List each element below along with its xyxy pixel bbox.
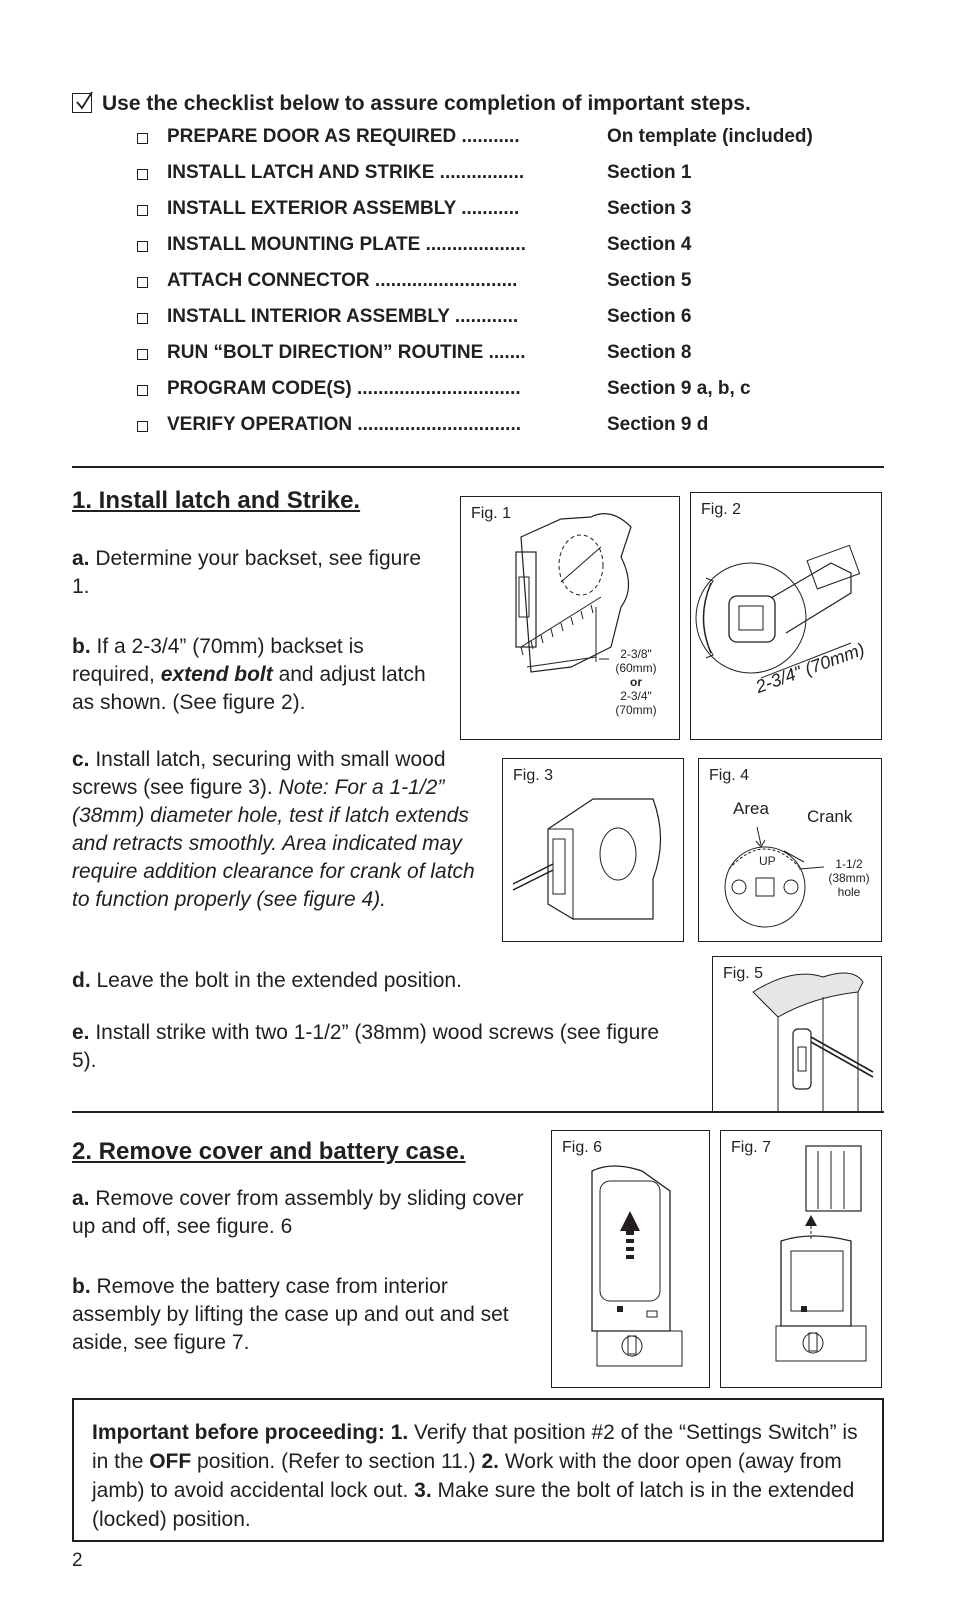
checklist-item bbox=[137, 342, 837, 372]
section1-step-a: a. Determine your backset, see figure 1. bbox=[72, 547, 422, 598]
figure-label: Fig. 2 bbox=[701, 501, 742, 518]
section1-title: 1. Install latch and Strike. bbox=[72, 487, 361, 514]
checklist-heading-text: Use the checklist below to assure completion of important steps. bbox=[102, 92, 751, 115]
checkbox-icon[interactable] bbox=[137, 169, 148, 180]
figure-label: Fig. 1 bbox=[471, 505, 512, 522]
extended-backset-dimension: 2-3/4" (70mm) bbox=[752, 639, 868, 697]
checklist-section: Section 4 bbox=[607, 234, 692, 255]
checklist-step: INSTALL LATCH AND STRIKE ................ bbox=[167, 162, 525, 183]
checklist-item bbox=[137, 378, 837, 408]
checklist-step: INSTALL INTERIOR ASSEMBLY ............ bbox=[167, 306, 519, 327]
checklist-step: INSTALL MOUNTING PLATE ................... bbox=[167, 234, 526, 255]
checkbox-icon[interactable] bbox=[137, 133, 148, 144]
checkbox-icon[interactable] bbox=[137, 421, 148, 432]
checklist-section: Section 8 bbox=[607, 342, 692, 363]
page-number: 2 bbox=[72, 1550, 83, 1571]
section1-step-c: c. Install latch, securing with small wood screws (see figure 3). Note: For a 1-1/2” (38mm) diameter hole, test if latch extends and retracts smoothly. Area indicated may require addition clearance for crank of latch to function properly (see figure 4). bbox=[72, 748, 475, 911]
latch-extend-illustration bbox=[691, 493, 881, 739]
checklist-section: Section 9 d bbox=[607, 414, 709, 435]
figure-label: Fig. 6 bbox=[562, 1139, 603, 1156]
important-note-box bbox=[72, 1398, 884, 1542]
section2-title: 2. Remove cover and battery case. bbox=[72, 1138, 466, 1165]
figure-label: Fig. 3 bbox=[513, 767, 554, 784]
figure-label: Fig. 7 bbox=[731, 1139, 772, 1156]
important-note-text: Important before proceeding: 1. Verify that position #2 of the “Settings Switch” is in the OFF position. (Refer to section 11.) 2. Work with the door open (away from jamb) to avoid accidental lock out. 3. Make sure the bolt of latch is in the extended (locked) position. bbox=[92, 1421, 858, 1531]
checkbox-icon[interactable] bbox=[137, 349, 148, 360]
figure-5 bbox=[712, 956, 882, 1112]
checkbox-checked-icon bbox=[72, 93, 92, 113]
section1-step-b: b. If a 2-3/4” (70mm) backset is required, extend bolt and adjust latch as shown. (See figure 2). bbox=[72, 635, 426, 714]
checkbox-icon[interactable] bbox=[137, 241, 148, 252]
figure-3 bbox=[502, 758, 684, 942]
checkbox-icon[interactable] bbox=[137, 313, 148, 324]
section2-step-a: a. Remove cover from assembly by sliding cover up and off, see figure. 6 bbox=[72, 1187, 524, 1238]
checkbox-icon[interactable] bbox=[137, 205, 148, 216]
backset-dimensions: 2-3/8" (60mm) or 2-3/4" (70mm) bbox=[615, 647, 657, 717]
checklist-item bbox=[137, 270, 837, 300]
figure-6 bbox=[551, 1130, 710, 1388]
checklist-item bbox=[137, 198, 837, 228]
checklist-heading bbox=[72, 92, 751, 116]
checklist-item bbox=[137, 306, 837, 336]
divider bbox=[72, 1111, 884, 1113]
checklist-section: On template (included) bbox=[607, 126, 813, 147]
figure-4 bbox=[698, 758, 882, 942]
cover-removal-illustration bbox=[552, 1131, 709, 1387]
figure-label: Fig. 4 bbox=[709, 767, 750, 784]
checklist-step: PREPARE DOOR AS REQUIRED ........... bbox=[167, 126, 520, 147]
section1-step-d: d. Leave the bolt in the extended position. bbox=[72, 969, 462, 992]
checkbox-icon[interactable] bbox=[137, 277, 148, 288]
checklist-step: PROGRAM CODE(S) ............................... bbox=[167, 378, 521, 399]
checkbox-icon[interactable] bbox=[137, 385, 148, 396]
checklist-section: Section 1 bbox=[607, 162, 692, 183]
crank-label: Crank bbox=[807, 807, 853, 826]
latch-install-illustration bbox=[503, 759, 683, 941]
checklist-step: INSTALL EXTERIOR ASSEMBLY ........... bbox=[167, 198, 520, 219]
checklist-section: Section 3 bbox=[607, 198, 692, 219]
figure-7 bbox=[720, 1130, 882, 1388]
figure-label: Fig. 5 bbox=[723, 965, 764, 982]
checklist-step: RUN “BOLT DIRECTION” ROUTINE ....... bbox=[167, 342, 526, 363]
section1-step-e: e. Install strike with two 1-1/2” (38mm) wood screws (see figure 5). bbox=[72, 1021, 660, 1072]
checklist-section: Section 9 a, b, c bbox=[607, 378, 751, 399]
checklist-step: VERIFY OPERATION ............................... bbox=[167, 414, 522, 435]
checklist-item bbox=[137, 162, 837, 192]
divider bbox=[72, 466, 884, 468]
area-label: Area bbox=[733, 799, 769, 818]
crank-clearance-illustration bbox=[699, 759, 881, 941]
section2-step-b: b. Remove the battery case from interior assembly by lifting the case up and out and set aside, see figure 7. bbox=[72, 1275, 509, 1354]
figure-1 bbox=[460, 496, 680, 740]
battery-case-removal-illustration bbox=[721, 1131, 881, 1387]
figure-2 bbox=[690, 492, 882, 740]
checklist-item bbox=[137, 126, 837, 156]
checklist-item bbox=[137, 234, 837, 264]
checklist-section: Section 5 bbox=[607, 270, 692, 291]
checklist-step: ATTACH CONNECTOR ........................... bbox=[167, 270, 518, 291]
checklist-item bbox=[137, 414, 837, 444]
hole-dimension: 1-1/2 (38mm) hole bbox=[828, 857, 870, 899]
checklist-section: Section 6 bbox=[607, 306, 692, 327]
up-marking: UP bbox=[759, 854, 776, 868]
